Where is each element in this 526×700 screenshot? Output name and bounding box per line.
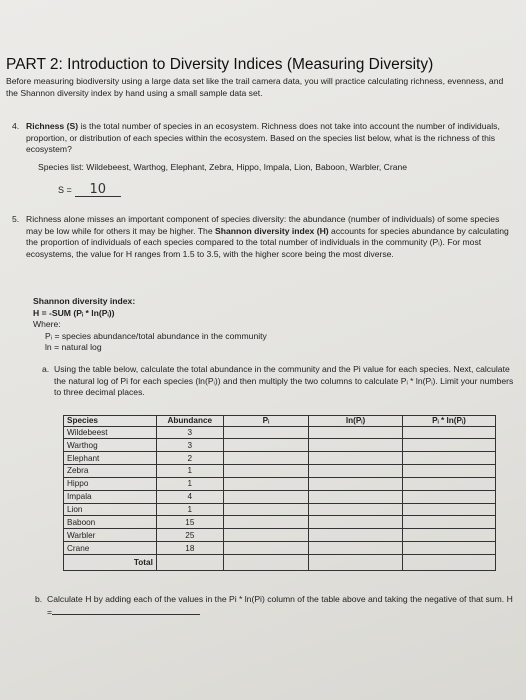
abundance-cell: 1: [156, 477, 223, 490]
shannon-formula: H = -SUM (Pᵢ * ln(Pᵢ)): [33, 307, 115, 318]
shannon-formula-block: [33, 296, 333, 354]
question-number: b.: [35, 594, 43, 604]
header-ln-p: ln(Pᵢ): [309, 416, 403, 427]
table-row: [64, 452, 496, 465]
table-row: [64, 516, 496, 529]
ln-p-cell[interactable]: [309, 490, 403, 503]
table-row: [64, 426, 496, 439]
abundance-cell: 15: [156, 516, 223, 529]
p-cell[interactable]: [223, 503, 308, 516]
p-cell[interactable]: [223, 529, 308, 542]
header-species: Species: [64, 416, 157, 427]
p-ln-p-cell[interactable]: [402, 465, 495, 478]
species-cell: Warthog: [64, 439, 157, 452]
p-cell[interactable]: [223, 477, 308, 490]
abundance-cell: 1: [156, 465, 223, 478]
species-cell: Impala: [64, 490, 157, 503]
question-text: [47, 594, 513, 618]
question-text: [26, 121, 512, 156]
definition-p: Pᵢ = species abundance/total abundance in the community: [45, 330, 267, 341]
ln-p-cell[interactable]: [309, 516, 403, 529]
richness-answer-line: [58, 184, 121, 197]
ln-p-cell[interactable]: [309, 477, 403, 490]
p-ln-p-cell[interactable]: [402, 516, 495, 529]
richness-definition: is the total number of species in an ecosystem. Richness does not take into account the number of individuals, proportion, or distribution of each species within the ecosystem. Based on the species list below, what is the richness of this ecosystem?: [26, 121, 500, 154]
header-p: Pᵢ: [223, 416, 308, 427]
table-row: [64, 490, 496, 503]
p-cell[interactable]: [223, 516, 308, 529]
richness-answer-field[interactable]: 10: [75, 184, 121, 197]
shannon-term: Shannon diversity index (H): [215, 225, 329, 236]
species-list: Species list: Wildebeest, Warthog, Elephant, Zebra, Hippo, Impala, Lion, Baboon, Warbler, Crane: [38, 162, 408, 172]
ln-p-cell[interactable]: [309, 452, 403, 465]
total-ln-p-cell[interactable]: [309, 554, 403, 570]
p-ln-p-cell[interactable]: [402, 477, 495, 490]
q5-text-a: Richness alone misses an important component of species diversity: the abundance (number of individuals) of some species may be low while for others it may be higher. The: [26, 214, 500, 236]
p-cell[interactable]: [223, 465, 308, 478]
total-label: Total: [64, 554, 157, 570]
table-row: [64, 439, 496, 452]
part-title: PART 2: Introduction to Diversity Indices (Measuring Diversity): [6, 56, 434, 73]
abundance-cell: 3: [156, 426, 223, 439]
species-cell: Lion: [64, 503, 157, 516]
q5-text-b: accounts for species abundance by calculating the proportion of individuals of each species compared to the total number of individuals in the community (Pᵢ). For most ecosystems, the value for H ranges from 1.5 to 3.5, with the higher score being the most diverse.: [26, 225, 509, 259]
p-cell[interactable]: [223, 439, 308, 452]
abundance-table: [63, 415, 496, 571]
question-text: Using the table below, calculate the total abundance in the community and the Pi value for each species. Next, calculate the natural log of Pi for each species (ln(Pᵢ)) and then multiply the two columns to calculate Pᵢ * ln(Pᵢ). Limit your numbers to three decimal places.: [54, 364, 514, 397]
richness-term: Richness (S): [26, 121, 79, 131]
p-cell[interactable]: [223, 542, 308, 555]
ln-p-cell[interactable]: [309, 426, 403, 439]
p-ln-p-cell[interactable]: [402, 426, 495, 439]
h-answer-field[interactable]: [52, 606, 200, 615]
qb-text: Calculate H by adding each of the values in the Pi * ln(Pi) column of the table above and taking the negative of that sum. H =: [47, 594, 513, 617]
header-abundance: Abundance: [156, 416, 223, 427]
p-ln-p-cell[interactable]: [402, 452, 495, 465]
abundance-cell: 4: [156, 490, 223, 503]
definition-ln: ln = natural log: [45, 342, 102, 352]
species-cell: Elephant: [64, 452, 157, 465]
p-cell[interactable]: [223, 426, 308, 439]
p-ln-p-cell[interactable]: [402, 439, 495, 452]
table-row: [64, 542, 496, 555]
p-cell[interactable]: [223, 490, 308, 503]
species-cell: Zebra: [64, 465, 157, 478]
abundance-cell: 1: [156, 503, 223, 516]
p-ln-p-cell[interactable]: [402, 490, 495, 503]
p-ln-p-cell[interactable]: [402, 542, 495, 555]
abundance-cell: 3: [156, 439, 223, 452]
p-cell[interactable]: [223, 452, 308, 465]
question-number: a.: [42, 364, 50, 374]
total-abundance-cell[interactable]: [156, 554, 223, 570]
question-number: 5.: [12, 214, 20, 224]
s-label: S =: [58, 185, 72, 195]
total-p-cell[interactable]: [223, 554, 308, 570]
ln-p-cell[interactable]: [309, 465, 403, 478]
total-p-ln-p-cell[interactable]: [402, 554, 495, 570]
species-cell: Warbler: [64, 529, 157, 542]
header-p-ln-p: Pᵢ * ln(Pᵢ): [402, 416, 495, 427]
p-ln-p-cell[interactable]: [402, 503, 495, 516]
question-number: 4.: [12, 121, 20, 131]
ln-p-cell[interactable]: [309, 439, 403, 452]
abundance-cell: 25: [156, 529, 223, 542]
question-text: [26, 214, 516, 260]
shannon-heading: Shannon diversity index:: [33, 296, 136, 306]
intro-paragraph: Before measuring biodiversity using a large data set like the trail camera data, you will practice calculating richness, evenness, and the Shannon diversity index by hand using a small sample data set.: [6, 76, 504, 98]
table-row: [64, 477, 496, 490]
where-label: Where:: [33, 319, 61, 329]
ln-p-cell[interactable]: [309, 503, 403, 516]
total-row: [64, 554, 496, 570]
species-cell: Crane: [64, 542, 157, 555]
species-cell: Wildebeest: [64, 426, 157, 439]
p-ln-p-cell[interactable]: [402, 529, 495, 542]
table-row: [64, 465, 496, 478]
table-row: [64, 529, 496, 542]
table-row: [64, 503, 496, 516]
table-header-row: [64, 416, 496, 427]
species-cell: Hippo: [64, 477, 157, 490]
abundance-cell: 18: [156, 542, 223, 555]
ln-p-cell[interactable]: [309, 529, 403, 542]
ln-p-cell[interactable]: [309, 542, 403, 555]
species-cell: Baboon: [64, 516, 157, 529]
abundance-cell: 2: [156, 452, 223, 465]
